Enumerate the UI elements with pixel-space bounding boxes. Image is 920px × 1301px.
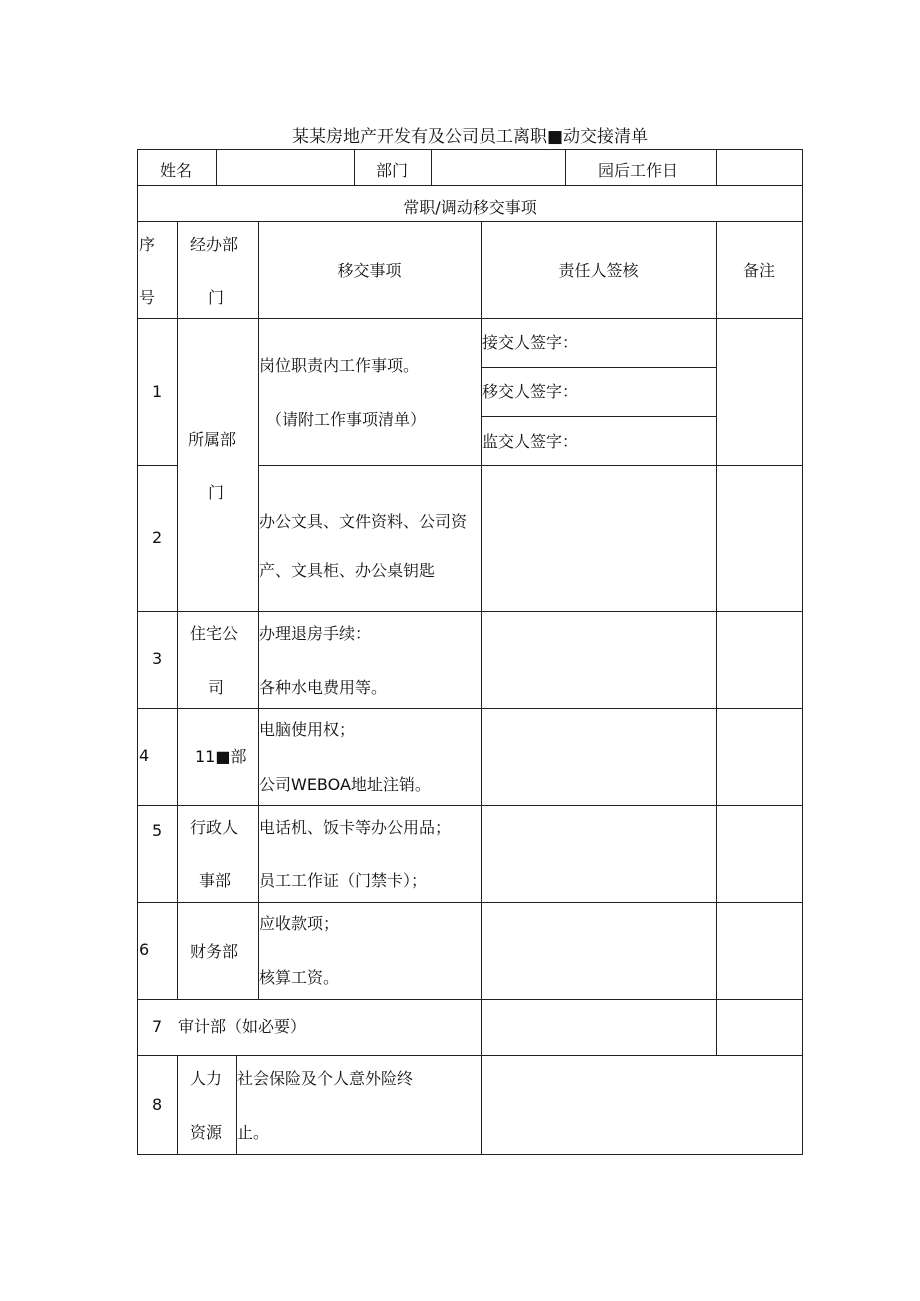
row-seq: 1: [152, 382, 163, 401]
name-value-field[interactable]: [217, 150, 353, 184]
row-dept-line1: 审计部（如必要）: [178, 1017, 307, 1036]
row-seq: 5: [152, 821, 163, 840]
row-item-line2: 公司WEBOA地址注销。: [259, 775, 431, 794]
col-divider: [716, 221, 717, 1055]
row-divider: [137, 805, 803, 806]
col-header-sign: 责任人签核: [558, 261, 639, 280]
row-dept-line1: 11■部: [195, 747, 247, 766]
row-seq: 6: [139, 940, 150, 959]
row-item-line1: 办理退房手续：: [259, 624, 372, 643]
col-header-remark: 备注: [742, 261, 775, 280]
col-header-seq-line1: 序: [139, 235, 156, 254]
row-item-line1: 应收款项；: [259, 914, 340, 933]
dept-value-field[interactable]: [432, 150, 564, 184]
row-dept-line1: 人力: [190, 1069, 223, 1088]
row-item-line1: 办公文具、文件资料、公司资: [259, 512, 468, 531]
row-seq: 4: [139, 746, 150, 765]
col-divider: [565, 149, 566, 185]
row-seq: 7: [152, 1017, 163, 1036]
row-dept-line2: 资源: [190, 1123, 223, 1142]
row-item-line2: 产、文具柜、办公桌钥匙: [259, 561, 436, 580]
row-dept-line2: 司: [208, 678, 225, 697]
last-day-label: 园后工作日: [598, 161, 679, 180]
row-seq: 3: [152, 649, 163, 668]
row-item-line2: 止。: [237, 1123, 270, 1142]
row-dept-line1: 财务部: [190, 942, 239, 961]
dept-label: 部门: [376, 161, 409, 180]
row-dept-line2: 门: [208, 483, 225, 502]
row-item-line2: 员工工作证（门禁卡）；: [259, 871, 428, 890]
col-divider: [177, 221, 178, 999]
name-label: 姓名: [160, 161, 193, 180]
col-divider: [354, 149, 355, 185]
row-item-line2: 各种水电费用等。: [259, 678, 388, 697]
table-border-right: [802, 149, 803, 1155]
receiver-sign-label: 接交人签字：: [482, 333, 579, 352]
handover-sign-label: 移交人签字：: [482, 382, 579, 401]
row-dept-line1: 所属部: [188, 430, 237, 449]
table-border-bottom: [137, 1154, 803, 1155]
row-seq: 2: [152, 528, 163, 547]
row-divider: [137, 318, 803, 319]
row-seq: 8: [152, 1095, 163, 1114]
row-item-line2: 核算工资。: [259, 968, 340, 987]
last-day-value-field[interactable]: [717, 150, 801, 184]
document-title: 某某房地产开发有及公司员工离职■动交接清单: [291, 127, 649, 147]
supervisor-sign-label: 监交人签字：: [482, 432, 579, 451]
col-header-seq-line2: 号: [139, 288, 156, 307]
sign-divider: [481, 367, 716, 368]
row-divider: [137, 221, 803, 222]
row-dept-line1: 住宅公: [190, 624, 239, 643]
row-item-line2: （请附工作事项清单）: [266, 410, 427, 429]
row-item-line1: 岗位职责内工作事项。: [259, 356, 420, 375]
row-item-line1: 电话机、饭卡等办公用品；: [259, 818, 452, 837]
row-divider: [137, 902, 803, 903]
col-divider: [177, 1055, 178, 1154]
row-divider: [258, 465, 803, 466]
row-dept-line1: 行政人: [190, 818, 239, 837]
row-dept-line2: 事部: [199, 871, 232, 890]
row-divider: [137, 465, 177, 466]
sign-divider: [481, 416, 716, 417]
row-divider: [137, 708, 803, 709]
col-header-dept-line2: 门: [208, 288, 225, 307]
table-border-left: [137, 149, 138, 1155]
col-header-item: 移交事项: [337, 261, 402, 280]
col-divider: [481, 221, 482, 1154]
section-title: 常职/调动移交事项: [403, 198, 537, 217]
row-divider: [137, 999, 803, 1000]
row-divider: [137, 185, 803, 186]
row-divider: [137, 611, 803, 612]
row-item-line1: 社会保险及个人意外险终: [237, 1069, 414, 1088]
row-item-line1: 电脑使用权；: [259, 720, 356, 739]
col-header-dept-line1: 经办部: [190, 235, 239, 254]
